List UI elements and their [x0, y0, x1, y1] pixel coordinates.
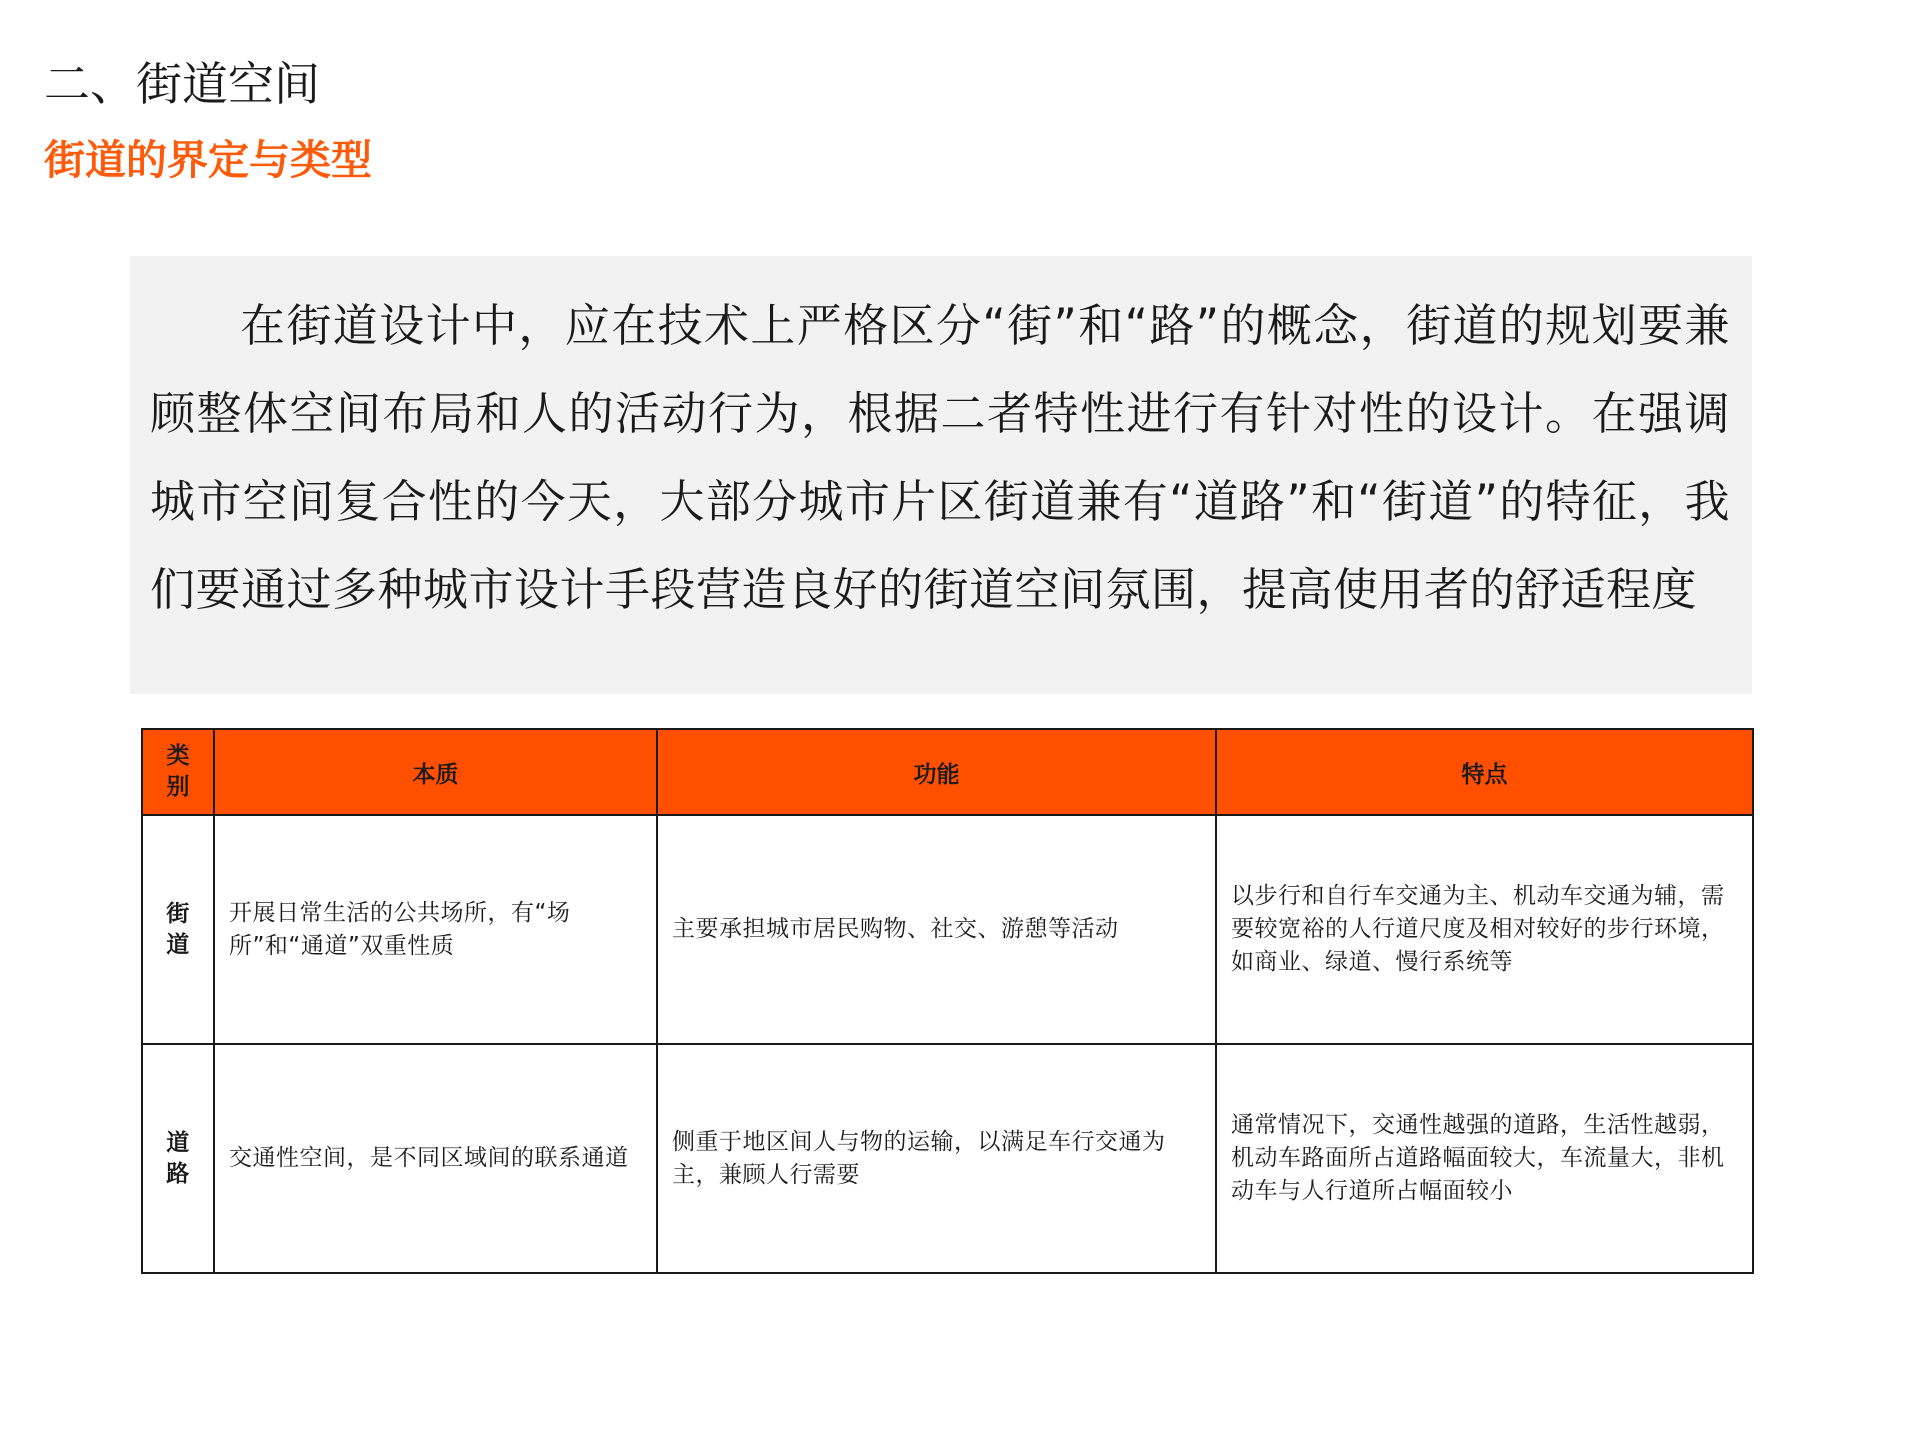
function-cell: 侧重于地区间人与物的运输，以满足车行交通为主，兼顾人行需要: [657, 1044, 1216, 1273]
row-type-cell: 道路: [142, 1044, 214, 1273]
function-cell: 主要承担城市居民购物、社交、游憩等活动: [657, 815, 1216, 1044]
header-essence: 本质: [214, 729, 657, 815]
table-row: [142, 1044, 1753, 1273]
subtitle: 街道的界定与类型: [44, 136, 372, 184]
header-function: 功能: [657, 729, 1216, 815]
header-features: 特点: [1216, 729, 1753, 815]
intro-paragraph: 在街道设计中，应在技术上严格区分“街”和“路”的概念，街道的规划要兼顾整体空间布局和人的活动行为，根据二者特性进行有针对性的设计。在强调城市空间复合性的今天，大部分城市片区街道兼有“道路”和“街道”的特征，我们要通过多种城市设计手段营造良好的街道空间氛围，提高使用者的舒适程度: [150, 299, 1730, 616]
features-cell: 以步行和自行车交通为主、机动车交通为辅，需要较宽裕的人行道尺度及相对较好的步行环境，如商业、绿道、慢行系统等: [1216, 815, 1753, 1044]
section-title: 二、街道空间: [44, 57, 320, 111]
comparison-table: [141, 728, 1754, 1274]
table-header-row: [142, 729, 1753, 815]
essence-cell: 开展日常生活的公共场所，有“场所”和“通道”双重性质: [214, 815, 657, 1044]
essence-cell: 交通性空间，是不同区域间的联系通道: [214, 1044, 657, 1273]
header-type: 类别: [142, 729, 214, 815]
row-type-cell: 街道: [142, 815, 214, 1044]
intro-box: [130, 256, 1752, 694]
features-cell: 通常情况下，交通性越强的道路，生活性越弱，机动车路面所占道路幅面较大，车流量大，非机动车与人行道所占幅面较小: [1216, 1044, 1753, 1273]
table-row: [142, 815, 1753, 1044]
